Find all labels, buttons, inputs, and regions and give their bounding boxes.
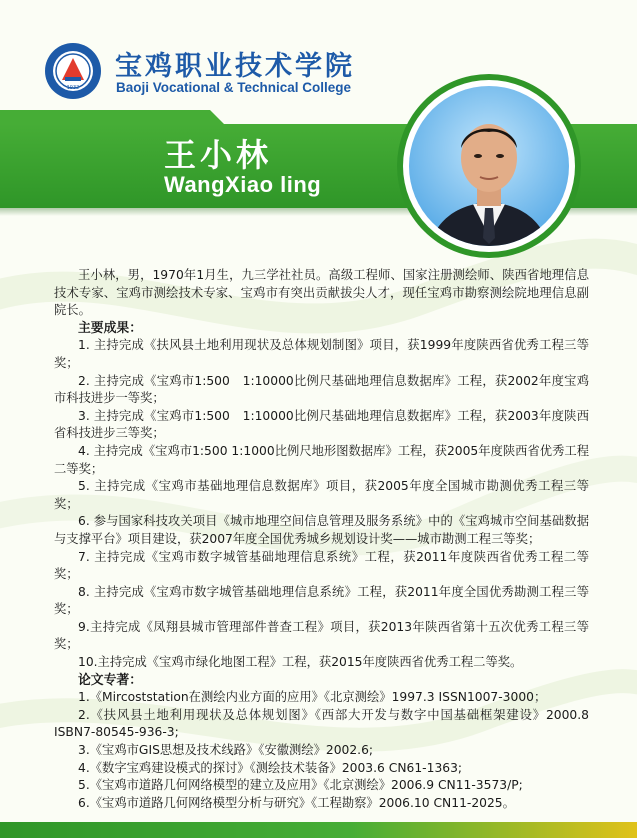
profile-content xyxy=(54,267,589,812)
paper-item: 5.《宝鸡市道路几何网络模型的建立及应用》《北京测绘》2006.9 CN11-3573/P; xyxy=(78,778,523,793)
footer-bar xyxy=(0,822,637,838)
person-name-english: WangXiao ling xyxy=(164,172,322,197)
achievements-heading: 主要成果： xyxy=(78,320,142,336)
portrait-photo xyxy=(409,86,569,246)
paper-item: 6.《宝鸡市道路几何网络模型分析与研究》《工程勘察》2006.10 CN11-2025。 xyxy=(78,795,515,810)
achievement-item: 8. 主持完成《宝鸡市数字城管基础地理信息系统》工程，获2011年度全国优秀勘测工程三等奖； xyxy=(54,584,589,617)
papers-heading: 论文专著： xyxy=(78,672,142,688)
paper-item: 1.《Mircoststation在测绘内业方面的应用》《北京测绘》1997.3 ISSN1007-3000； xyxy=(78,690,547,705)
achievement-item: 3. 主持完成《宝鸡市1:500 1:10000比例尺基础地理信息数据库》工程，获2003年度陕西省科技进步三等奖； xyxy=(54,408,589,441)
achievement-item: 10.主持完成《宝鸡市绿化地图工程》工程，获2015年度陕西省优秀工程二等奖。 xyxy=(78,655,523,670)
achievement-item: 6. 参与国家科技攻关项目《城市地理空间信息管理及服务系统》中的《宝鸡城市空间基础数据与支撑平台》项目建设，获2007年度全国优秀城乡规划设计奖——城市勘测工程三等奖； xyxy=(54,514,589,546)
paper-item: 3.《宝鸡市GIS思想及技术线路》《安徽测绘》2002.6; xyxy=(78,743,374,758)
college-name-chinese: 宝鸡职业技术学院 xyxy=(115,51,355,82)
college-name-english: Baoji Vocational & Technical College xyxy=(116,80,352,95)
achievement-item: 1. 主持完成《扶风县土地利用现状及总体规划制图》项目，获1999年度陕西省优秀工程三等奖； xyxy=(54,338,589,370)
achievement-item: 9.主持完成《凤翔县城市管理部件普查工程》项目，获2013年陕西省第十五次优秀工程三等奖； xyxy=(54,619,589,652)
achievement-item: 4. 主持完成《宝鸡市1:500 1:1000比例尺地形图数据库》工程，获2005年度陕西省优秀工程二等奖； xyxy=(54,443,589,476)
paper-item: 4.《数字宝鸡建设模式的探讨》《测绘技术装备》2003.6 CN61-1363; xyxy=(78,760,463,775)
person-name-chinese: 王小林 xyxy=(164,136,273,174)
achievement-item: 7. 主持完成《宝鸡市数字城管基础地理信息系统》工程，获2011年度陕西省优秀工程二等奖； xyxy=(54,549,589,582)
logo-year: 1932 xyxy=(66,85,80,91)
achievement-item: 2. 主持完成《宝鸡市1:500 1:10000比例尺基础地理信息数据库》工程，获2002年度宝鸡市科技进步一等奖； xyxy=(54,373,589,406)
college-logo-emblem xyxy=(44,42,102,100)
bio-paragraph: 王小林，男，1970年1月生，九三学社社员。高级工程师、国家注册测绘师、陕西省地理信息技术专家、宝鸡市测绘技术专家、宝鸡市有突出贡献拔尖人才，现任宝鸡市勘察测绘院地理信息副院长。 xyxy=(54,268,589,318)
achievement-item: 5. 主持完成《宝鸡市基础地理信息数据库》项目，获2005年度全国城市勘测优秀工程三等奖； xyxy=(54,479,589,511)
paper-item: 2.《扶风县土地利用现状及总体规划图》《西部大开发与数字中国基础框架建设》2000.8 ISBN7-80545-936-3; xyxy=(54,707,589,740)
